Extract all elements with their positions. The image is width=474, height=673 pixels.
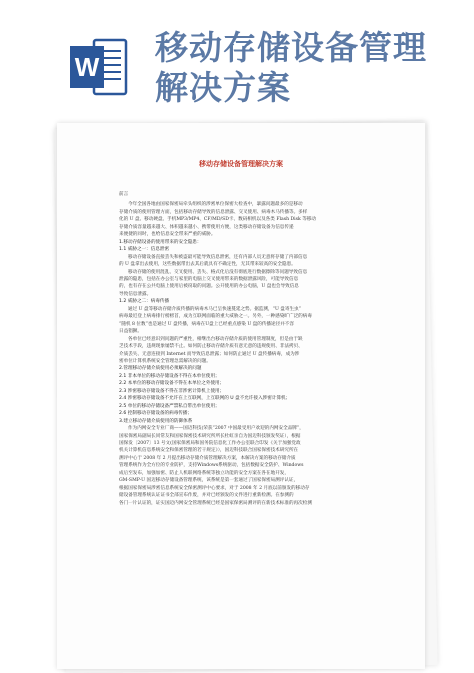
document-line: 作为内网安全专业厂商——国迈科技(荣获“2007 中国最受用户欢迎的内网安全品牌”，	[128, 426, 304, 432]
document-line: 2.1 非本单位的移动存储设备不得在本单位使用；	[119, 373, 220, 379]
page-title-line-1: 移动存储设备管理	[155, 28, 427, 67]
document-line: 2.2 本单位的移动存储设备不得在本单位之外使用；	[119, 381, 225, 387]
document-line: 1.2 威胁之二：病毒传播	[119, 299, 170, 305]
document-line: 泄露的隐患，包括在办公室与家里的电脑上交叉使用带来的数据泄露风险，可能导致信息	[119, 276, 299, 282]
document-line: 机关计算机信息系统安全和保密管理的若干规定》），国迈科技联合国家保密技术研究所在	[119, 448, 299, 454]
document-line: 介质丢失、无意连接到 Internet 而导致信息泄露；如何防止通过 U 盘传播病毒，成为涉	[119, 351, 300, 357]
document-line: 各门一片认证的，证实国迈内网安全管理系统已经是国家保密局测评的在新技术标准的再次检测	[119, 500, 312, 506]
document-line: 成后至发布，加强加密、防止人机联网络系统等独立功能的安全方案在各在地开发，	[119, 470, 289, 476]
document-line: 来便捷的同时，也给信息安全带来严重的威胁。	[119, 232, 216, 238]
document-line: 前言	[119, 192, 129, 197]
document-line: 3.建立移动存储介质使用的防御体系	[119, 418, 193, 424]
document-line: 2.6 控制移动存储设备的病毒传播；	[119, 411, 193, 417]
document-line: 通过 U 盘等移动存储介质传播的病毒木马已呈快速蔓延之势。据监测，“U 盘寄生虫”	[128, 306, 302, 312]
document-line: 2.管理移动存储介质使用必须解决的问题	[119, 366, 202, 372]
document-line: 密单位计算机系统安全管理急需解决的问题。	[119, 358, 211, 364]
document-line: 移动存储的使用混乱、交叉使用、丢失、格式化后没有彻底进行数据擦除等问题导致信息	[128, 269, 308, 275]
word-document-icon	[70, 36, 128, 98]
document-line: “随机 8 位数”也是通过 U 盘传播，病毒在U盘上已经重点感染 U 盘的传播途径并不容	[119, 321, 294, 327]
document-line: 2.4 涉密移动存储设备不允许在上互联网，上互联网的 U 盘不允许接入涉密计算机；	[119, 396, 291, 402]
page-title	[155, 28, 455, 108]
document-line: 今年全国各地由国家保密局牵头组织的涉密单位保密大检查中，暴露问题最多的是移动	[128, 202, 303, 208]
document-line: 存储介质的使用管理方面，包括移动存储导致的信息泄露、交叉使用、病毒木马传播等。多样	[119, 209, 308, 215]
document-line: 2.5 单位的移动存储设备严禁私自带出单位使用；	[119, 403, 220, 409]
document-body	[119, 191, 371, 507]
document-line: 导致信息泄露。	[119, 291, 152, 297]
document-line: 的，也有存在公共电脑上使用后被窃取的问题。公开使用的办公电脑，U 盘也会导致信息	[119, 284, 299, 290]
document-line: 测评中心于 2008 年 2 月提出移动存储介质管理解决方案，本解决方案的移动存储介质	[119, 455, 296, 461]
document-line: 各单位已经意识到问题的严重性，相继出台移动存储介质的使用管理制度，但是由于缺	[128, 336, 303, 342]
document-line: 存储介质容量越来越大、体积越来越小、携带使用方便，这类移动存储设备为信息传递	[119, 224, 294, 230]
hero-banner	[0, 0, 474, 120]
document-page	[57, 123, 425, 669]
document-line: 病毒最近登上病毒排行榜榜首，成为互联网面临的重大威胁之一。另外，一种感染旷广泛的病毒	[119, 314, 312, 320]
document-line: 1.1 威胁之一：信息泄密	[119, 247, 170, 253]
document-line: 储设备管理系统认证证书全部宣布作废，并对已经颁发的文件进行重新检测。在参测的	[119, 493, 294, 499]
document-line: GM-SMP-U 国迈移动存储设备管理系统，该系统是第一套通过了国家保密局测评认证，	[119, 478, 299, 484]
document-line: 化的 U 盘、移动硬盘、手机MP3/MP4、CF/MD/SD卡、数码相机以及各类 Flash Disk 等移动	[119, 217, 317, 223]
document-title: 移动存储设备管理解决方案	[199, 159, 283, 168]
page-title-line-2: 解决方案	[155, 68, 291, 107]
document-line: 的 U 盘拿出去使用，这些数据带出去其后就具有不确定性，无其带来较高的安全隐患。	[119, 262, 296, 268]
document-line: 国家保密局副局长同常友和国家保密技术研究所所长杜虹亲自为国迈科技颁发奖证），根据	[119, 433, 301, 439]
document-line: 根据国家保密局涉密信息系统安全保密测评中心要求，对于 2008 年 2 月底以前颁发的移动存	[119, 485, 310, 491]
document-line: 乏技术手段，违规现象屡禁不止。如何防止移动存储介质有意无意的违规使用、非法拷贝、	[119, 344, 303, 350]
document-line: 日益猖獗。	[119, 329, 142, 335]
word-icon-letter: W	[74, 52, 100, 82]
document-line: 国保发〔2007〕13 号文(国家保密局和国务院信息化工作办公室联合印发《关于加强党政	[119, 440, 301, 446]
document-line: 2.3 涉密移动存储设备不得在非涉密计算机上使用；	[119, 388, 225, 394]
document-line: 管理系统作为全方位的专业防护，支持Windows系统驱动，包括数据安全防护、Windows	[119, 463, 304, 469]
document-line: 移动存储设备直接丢失和被盗最可能导致信息泄密，还有内部人员无意将存储了内部信息	[128, 254, 308, 260]
document-line: 1.移动存储设备的使用带来的安全隐患：	[119, 239, 202, 245]
